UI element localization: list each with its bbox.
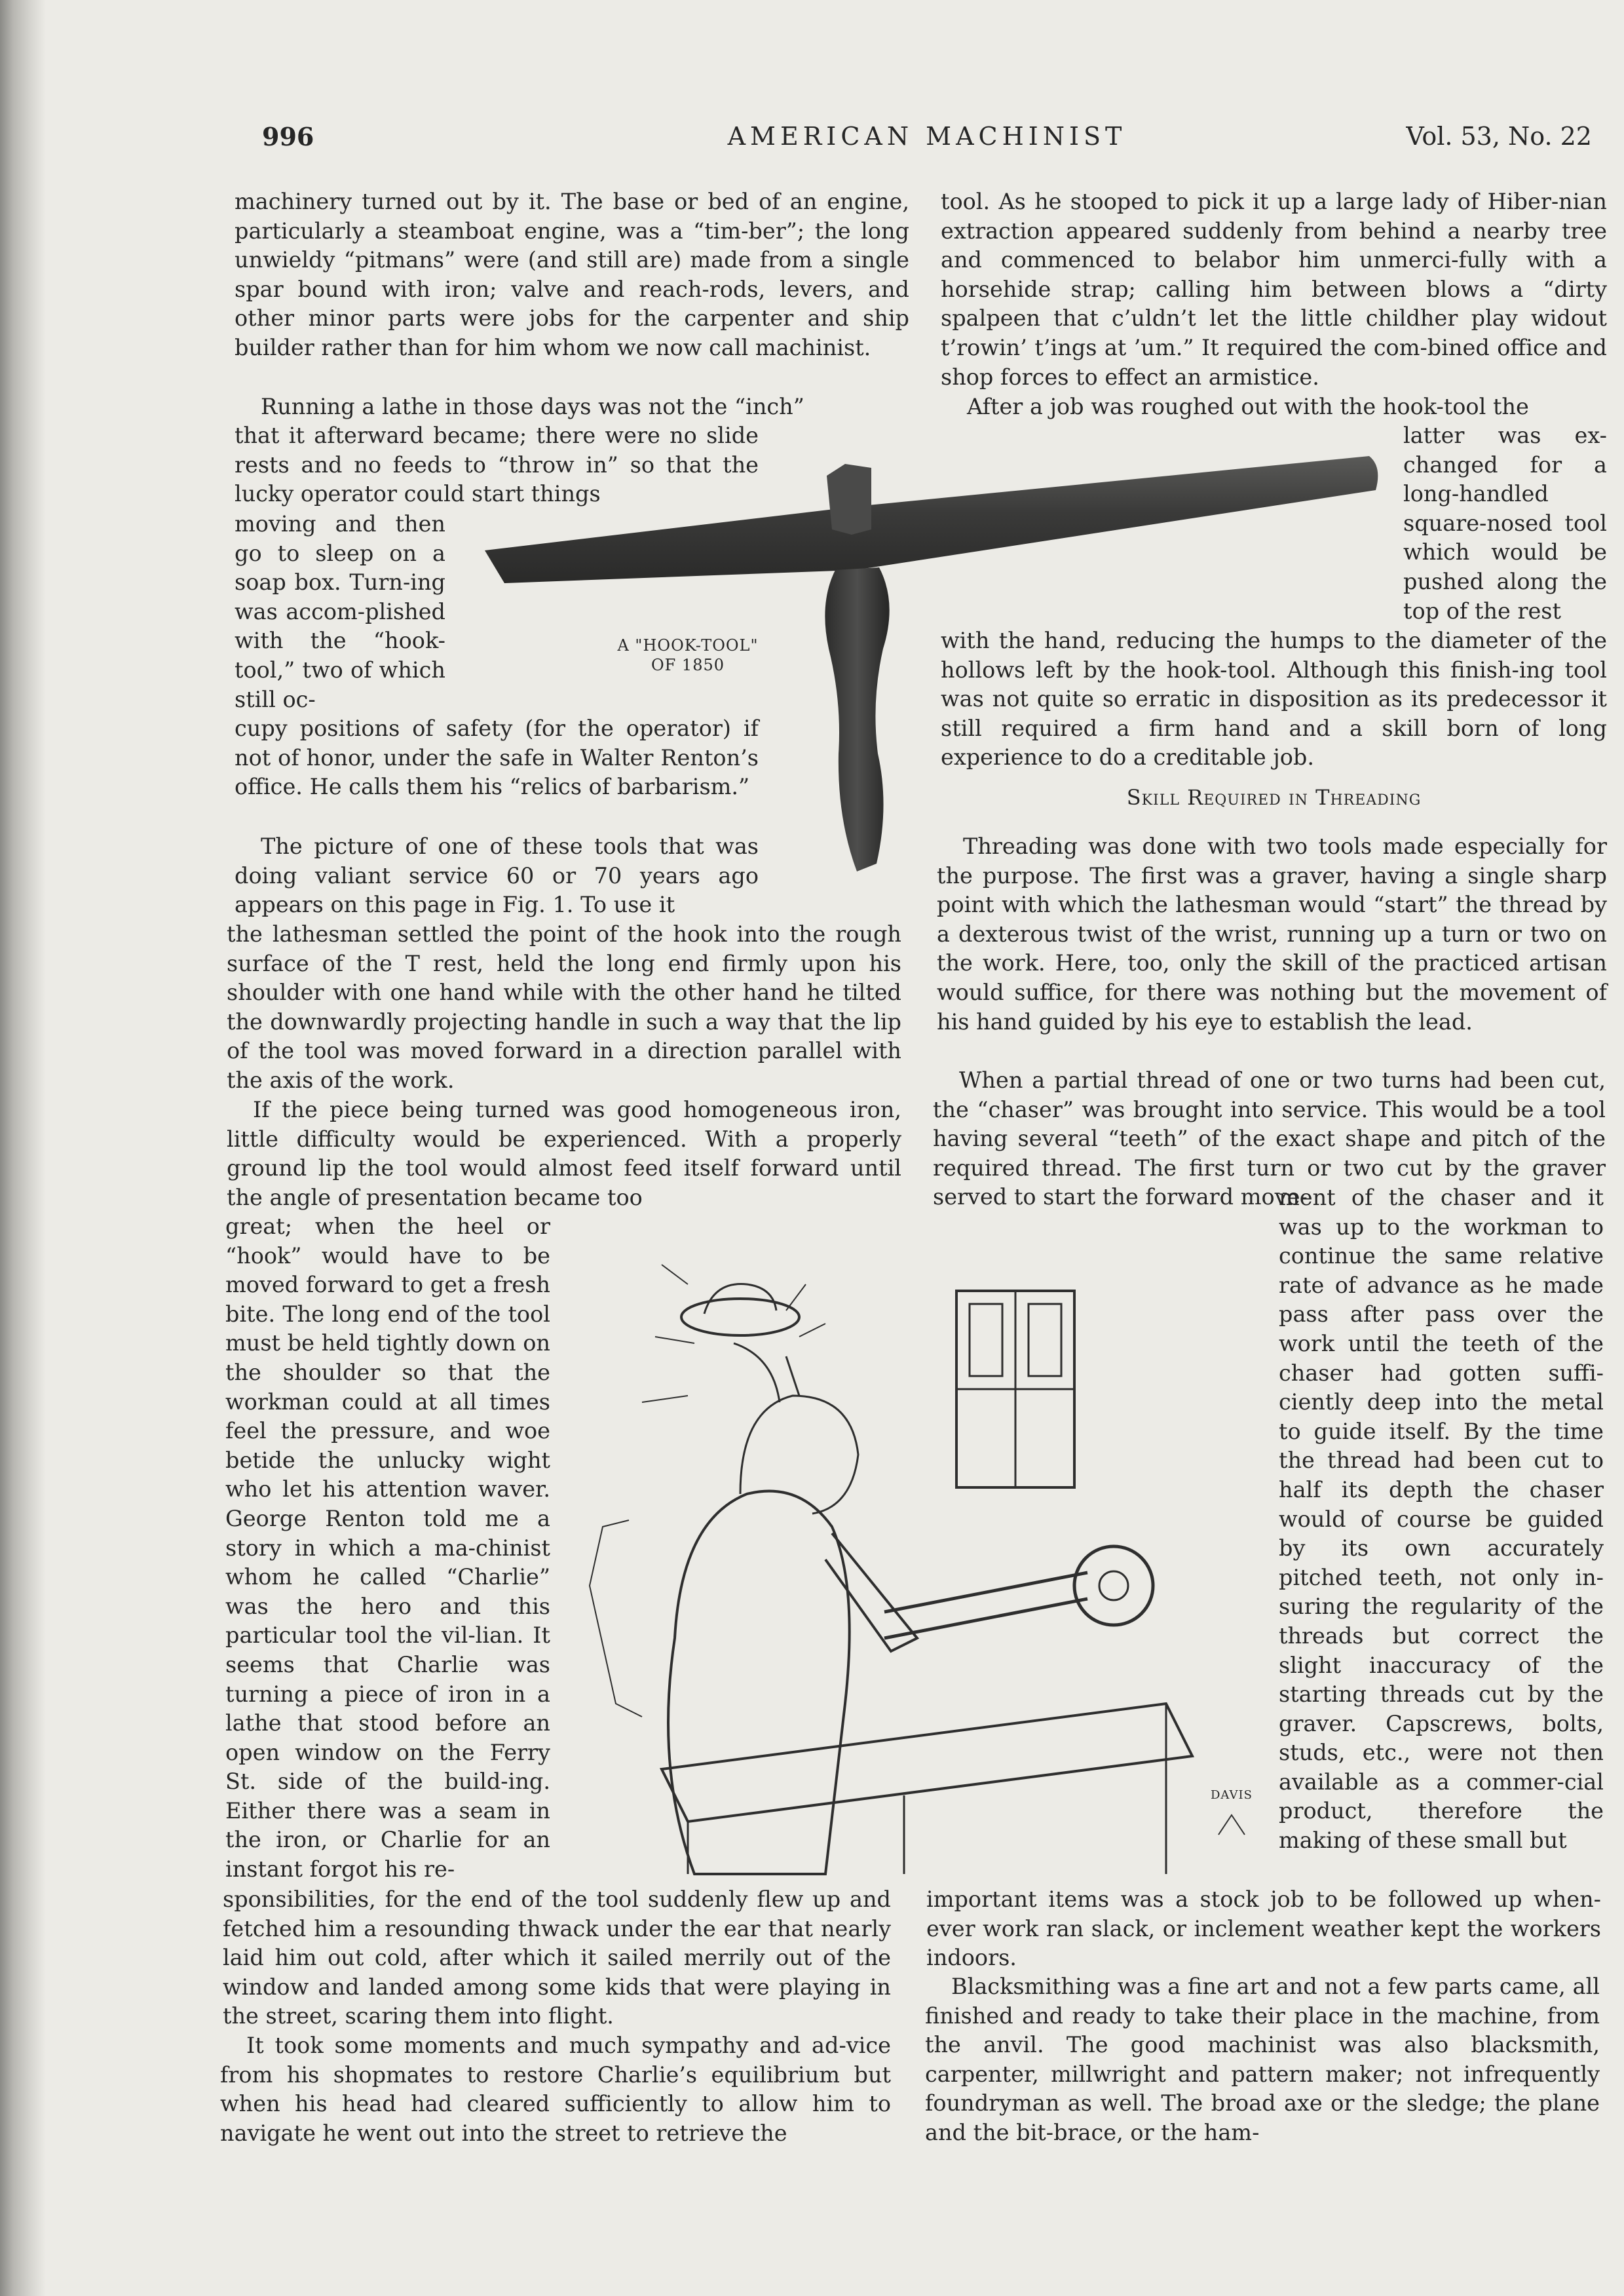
left-paragraph-3-wrap: The picture of one of these tools that was doing valiant service 60 or 70 years ago appears on this page in Fig. 1. To use it (235, 833, 759, 918)
figure-1-caption-line-1: A "HOOK-TOOL" (617, 636, 759, 655)
right-paragraph-2-narrow: latter was ex-changed for a long-handled square-nosed tool which would be pushed along the top of the rest (1403, 423, 1607, 624)
left-paragraph-1: machinery turned out by it. The base or bed of an engine, particularly a steamboat engine, was a “tim-ber”; the long unwieldy “pitmans” were (and still are) made from a single spar bound with iron; valve and reach-rods, levers, and other minor parts were jobs for the carpenter and ship builder rather than for him whom we now call machinist. (235, 189, 909, 360)
right-paragraph-1: tool. As he stooped to pick it up a large lady of Hiber-nian extraction appeared suddenly from behind a nearby tree and commenced to belabor him unmerci-fully with a horsehide strap; calling him between blows a “dirty spalpeen that c’uldn’t let the little childher play widout t’rowin’ t’ings at ’um.” It required the com-bined office and shop forces to effect an armistice. (941, 189, 1607, 390)
right-paragraph-5: Blacksmithing was a fine art and not a few parts came, all finished and ready to take their place in the machine, from the anvil. The good machinist was also blacksmith, carpenter, millwright and pattern maker; not infrequently foundryman as well. The broad axe or the sledge; the plane and the bit-brace, or the ham- (925, 1974, 1600, 2145)
machinist-struck-by-tool-illustration (576, 1245, 1258, 1881)
figure-1-caption (590, 636, 786, 675)
page-number: 996 (262, 122, 314, 151)
left-paragraph-2-wrap-b: moving and then go to sleep on a soap box. Turn-ing was accom-plished with the “hook-tool,” two of which still oc- (235, 511, 445, 712)
right-paragraph-2-start: After a job was roughed out with the hook-tool the (967, 394, 1529, 419)
tool-bar (485, 456, 1378, 583)
left-paragraph-2-start: Running a lathe in those days was not the “inch” (261, 394, 804, 419)
left-paragraph-5: It took some moments and much sympathy and ad-vice from his shopmates to restore Charlie’s equilibrium but when his head had cleared sufficiently to allow him to navigate he went out into the street to retrieve the (220, 2033, 891, 2146)
masthead: AMERICAN MACHINIST (727, 122, 1127, 151)
right-paragraph-4-narrow: ment of the chaser and it was up to the workman to continue the same relative rate of advance as he made pass after pass over the work until the teeth of the chaser had gotten suffi-ciently deep into the metal to guide itself. By the time the thread had been cut to half its depth the chaser would of course be guided by its own accurately pitched teeth, not only in-suring the regularity of the threads but correct the slight inaccuracy of the starting threads cut by the graver. Capscrews, bolts, studs, etc., were not then available as a commer-cial product, therefore the making of these small but (1279, 1185, 1604, 1854)
book-binding-shadow (0, 0, 46, 2296)
right-paragraph-3: Threading was done with two tools made especially for the purpose. The first was a graver, having a single sharp point with which the lathesman would “start” the thread by a dexterous twist of the wrist, running up a turn or two on the work. Here, too, only the skill of the practiced artisan would suffice, for there was nothing but the movement of his hand guided by his eye to establish the lead. (937, 833, 1607, 1035)
figure-1-caption-line-2: OF 1850 (651, 656, 725, 674)
right-paragraph-4-end: important items was a stock job to be followed up when-ever work ran slack, or inclement weather kept the workers indoors. (926, 1886, 1601, 1971)
section-heading: Skill Required in Threading (1126, 785, 1422, 810)
left-paragraph-4-narrow: great; when the heel or “hook” would have to be moved forward to get a fresh bite. The long end of the tool must be held tightly down on the shoulder so that the workman could at all times feel the pressure, and woe betide the unlucky wight who let his attention waver. George Renton told me a story in which a ma-chinist whom he called “Charlie” was the hero and this particular tool the vil-lian. It seems that Charlie was turning a piece of iron in a lathe that stood before an open window on the Ferry St. side of the build-ing. Either there was a seam in the iron, or Charlie for an instant forgot his re- (225, 1214, 550, 1883)
tool-hook-head (827, 464, 871, 535)
tool-handle (825, 567, 889, 871)
volume-issue: Vol. 53, No. 22 (1406, 122, 1592, 151)
artist-signature: DAVIS (1211, 1788, 1253, 1802)
left-paragraph-2-wrap-c: cupy positions of safety (for the operator) if not of honor, under the safe in Walter Renton’s office. He calls them his “relics of barbarism.” (235, 716, 759, 800)
page-header (262, 122, 1592, 161)
left-paragraph-2-wrap-a: that it afterward became; there were no slide rests and no feeds to “throw in” so that the lucky operator could start things (235, 423, 759, 507)
right-paragraph-2-end: with the hand, reducing the humps to the diameter of the hollows left by the hook-tool. Although this finish-ing tool was not quite so erratic in disposition as its predecessor it still required a firm hand and a skill born of long experience to do a creditable job. (941, 628, 1607, 771)
left-paragraph-4-start: If the piece being turned was good homogeneous iron, little difficulty would be experienced. With a properly ground lip the tool would almost feed itself forward until the angle of presentation became too (227, 1097, 901, 1210)
right-paragraph-4-start: When a partial thread of one or two turns had been cut, the “chaser” was brought into service. This would be a tool having several “teeth” of the exact shape and pitch of the required thread. The first turn or two cut by the graver served to start the forward move- (933, 1067, 1606, 1210)
left-paragraph-3: the lathesman settled the point of the hook into the rough surface of the T rest, held the long end firmly upon his shoulder with one hand while with the other hand he tilted the downwardly projecting handle in such a way that the lip of the tool was moved forward in a direction parallel with the axis of the work. (227, 921, 901, 1093)
left-paragraph-4-end: sponsibilities, for the end of the tool suddenly flew up and fetched him a resounding thwack under the ear that nearly laid him out cold, after which it sailed merrily out of the window and landed among some kids that were playing in the street, scaring them into flight. (223, 1886, 891, 2029)
